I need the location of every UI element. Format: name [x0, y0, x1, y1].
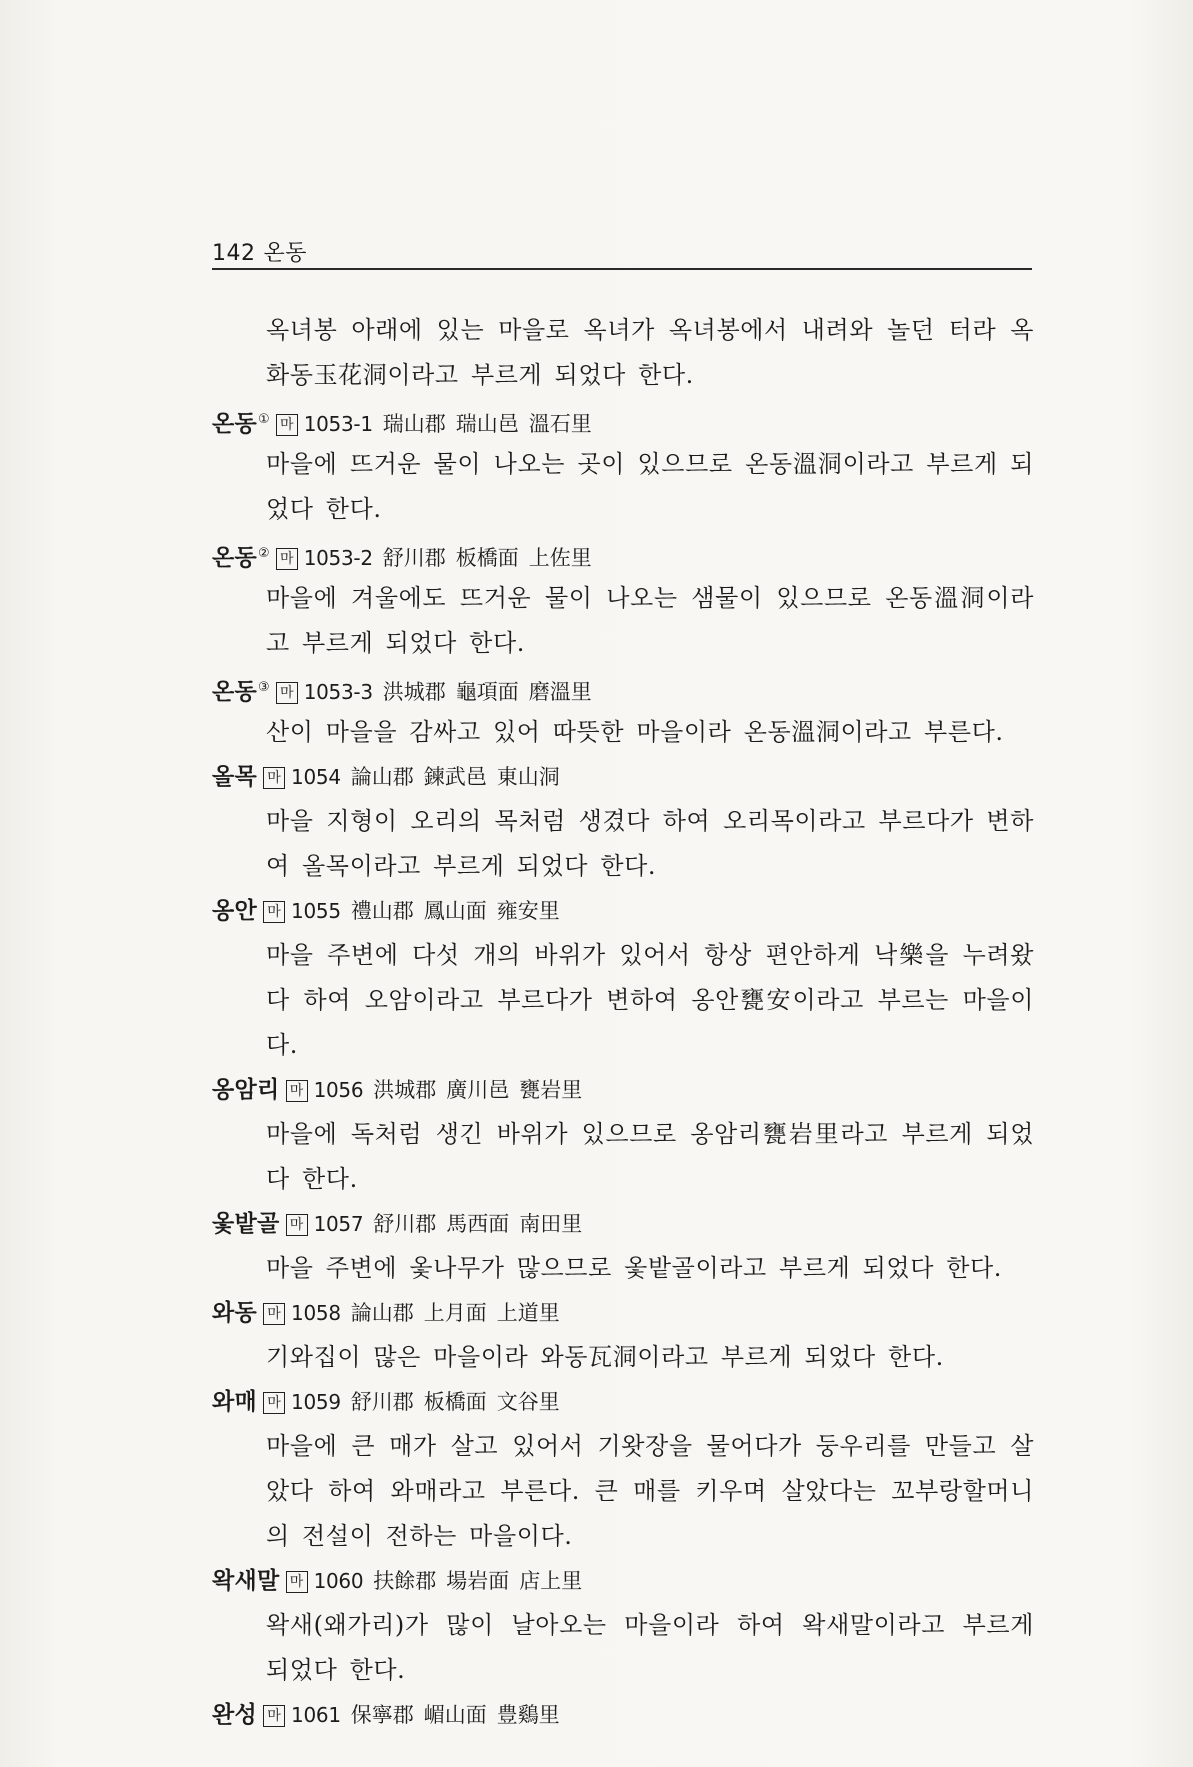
dictionary-entry: [212, 1380, 1034, 1559]
entry-district: 鍊武邑: [423, 765, 487, 789]
entry-district: 板橋面: [423, 1390, 487, 1414]
entry-district: 龜項面: [455, 680, 519, 704]
entry-county: 禮山郡: [350, 899, 414, 923]
entry-district: 馬西面: [446, 1212, 510, 1236]
entry-number: 1055: [291, 899, 341, 923]
entry-headword: 온동: [212, 545, 258, 571]
entry-district: 上月面: [423, 1301, 487, 1325]
entry-county: 扶餘郡: [373, 1569, 437, 1593]
entry-headword: 왁새말: [212, 1568, 280, 1594]
entry-description: 기와집이 많은 마을이라 와동瓦洞이라고 부르게 되었다 한다.: [266, 1343, 944, 1371]
village-badge: 마: [276, 548, 298, 570]
page-number: 142: [212, 241, 256, 266]
entry-header: [212, 1202, 1034, 1246]
village-badge: 마: [263, 1392, 285, 1414]
entry-headword: 온동: [212, 679, 258, 705]
village-badge: 마: [276, 682, 298, 704]
entry-county: 瑞山郡: [382, 412, 446, 436]
entry-county: 保寧郡: [350, 1703, 414, 1727]
entry-village: 雍安里: [496, 899, 560, 923]
entry-headword: 와매: [212, 1389, 258, 1415]
entry-header: [212, 666, 1034, 710]
entry-district: 瑞山邑: [455, 412, 519, 436]
entry-description: 마을 주변에 다섯 개의 바위가 있어서 항상 편안하게 낙樂을 누려왔다 하여 오암이라고 부르다가 변하여 옹안甕安이라고 부르는 마을이다.: [266, 941, 1034, 1059]
entry-description: 마을 주변에 옻나무가 많으므로 옻밭골이라고 부르게 되었다 한다.: [266, 1254, 1002, 1282]
entry-number: 1061: [291, 1703, 341, 1727]
entry-district: 鳳山面: [423, 899, 487, 923]
header-rule: [212, 268, 1032, 270]
entry-county: 論山郡: [350, 1301, 414, 1325]
entry-description: 마을에 뜨거운 물이 나오는 곳이 있으므로 온동溫洞이라고 부르게 되었다 한다.: [266, 450, 1034, 523]
entry-village: 豊鷄里: [496, 1703, 560, 1727]
entry-village: 東山洞: [496, 765, 560, 789]
village-badge: 마: [263, 1705, 285, 1727]
entry-description: 마을에 독처럼 생긴 바위가 있으므로 옹암리甕岩里라고 부르게 되었다 한다.: [266, 1120, 1034, 1193]
entry-village: 溫石里: [528, 412, 592, 436]
entry-district: 場岩面: [446, 1569, 510, 1593]
entry-sense-number: ③: [258, 680, 270, 695]
entry-headword: 옹안: [212, 898, 258, 924]
entry-number: 1053-2: [303, 546, 373, 570]
village-badge: 마: [276, 414, 298, 436]
entry-county: 洪城郡: [382, 680, 446, 704]
dictionary-entry: [212, 398, 1034, 532]
dictionary-entry: [212, 1202, 1034, 1291]
village-badge: 마: [263, 1303, 285, 1325]
entry-description: 마을에 큰 매가 살고 있어서 기왓장을 물어다가 둥우리를 만들고 살았다 하여 와매라고 부른다. 큰 매를 키우며 살았다는 꼬부랑할머니의 전설이 전하는 마을이다.: [266, 1432, 1034, 1550]
entry-header: [212, 532, 1034, 576]
entry-description: 마을에 겨울에도 뜨거운 물이 나오는 샘물이 있으므로 온동溫洞이라고 부르게 되었다 한다.: [266, 584, 1034, 657]
entry-headword: 올목: [212, 764, 258, 790]
entry-village: 南田里: [519, 1212, 583, 1236]
entry-village: 上道里: [496, 1301, 560, 1325]
village-badge: 마: [286, 1080, 308, 1102]
entry-county: 洪城郡: [373, 1078, 437, 1102]
village-badge: 마: [263, 767, 285, 789]
entry-number: 1054: [291, 765, 341, 789]
dictionary-entry: [212, 532, 1034, 666]
village-badge: 마: [286, 1214, 308, 1236]
entry-sense-number: ①: [258, 412, 270, 427]
entry-number: 1059: [291, 1390, 341, 1414]
entry-village: 甕岩里: [519, 1078, 583, 1102]
entry-description: 왁새(왜가리)가 많이 날아오는 마을이라 하여 왁새말이라고 부르게 되었다 한다.: [266, 1611, 1034, 1684]
dictionary-content: [212, 308, 1034, 1737]
dictionary-entry: [212, 1291, 1034, 1380]
entry-village: 上佐里: [528, 546, 592, 570]
entry-header: [212, 755, 1034, 799]
dictionary-entry: [212, 755, 1034, 889]
entry-number: 1056: [313, 1078, 364, 1102]
entry-header: [212, 1693, 1034, 1737]
dictionary-entry: [212, 666, 1034, 755]
running-head: [212, 236, 307, 267]
entry-county: 舒川郡: [373, 1212, 437, 1236]
entry-village: 磨溫里: [528, 680, 592, 704]
entry-district: 嵋山面: [423, 1703, 487, 1727]
entry-headword: 옻밭골: [212, 1211, 280, 1237]
entry-header: [212, 1068, 1034, 1112]
village-badge: 마: [286, 1571, 308, 1593]
dictionary-entry: [212, 889, 1034, 1068]
intro-paragraph: 옥녀봉 아래에 있는 마을로 옥녀가 옥녀봉에서 내려와 놀던 터라 옥화동玉花洞이라고 부르게 되었다 한다.: [266, 316, 1034, 389]
entry-county: 舒川郡: [350, 1390, 414, 1414]
dictionary-entry: [212, 1068, 1034, 1202]
dictionary-entry: [212, 1559, 1034, 1693]
entry-headword: 와동: [212, 1300, 258, 1326]
entry-number: 1053-3: [303, 680, 373, 704]
entry-header: [212, 1291, 1034, 1335]
entry-district: 板橋面: [455, 546, 519, 570]
entry-header: [212, 1380, 1034, 1424]
entry-headword: 완성: [212, 1702, 258, 1728]
entry-number: 1058: [291, 1301, 341, 1325]
entry-description: 마을 지형이 오리의 목처럼 생겼다 하여 오리목이라고 부르다가 변하여 올목이라고 부르게 되었다 한다.: [266, 807, 1034, 880]
entry-headword: 온동: [212, 411, 258, 437]
entry-sense-number: ②: [258, 546, 270, 561]
entry-headword: 옹암리: [212, 1077, 280, 1103]
entry-number: 1053-1: [303, 412, 373, 436]
entry-village: 文谷里: [496, 1390, 560, 1414]
entry-number: 1057: [313, 1212, 364, 1236]
entry-header: [212, 1559, 1034, 1603]
entry-description: 산이 마을을 감싸고 있어 따뜻한 마을이라 온동溫洞이라고 부른다.: [266, 718, 1004, 746]
entry-county: 論山郡: [350, 765, 414, 789]
entry-district: 廣川邑: [446, 1078, 510, 1102]
entry-header: [212, 889, 1034, 933]
dictionary-entry: [212, 1693, 1034, 1737]
village-badge: 마: [263, 901, 285, 923]
entry-county: 舒川郡: [382, 546, 446, 570]
entry-village: 店上里: [519, 1569, 583, 1593]
running-head-title: 온동: [263, 241, 308, 266]
entry-number: 1060: [313, 1569, 364, 1593]
entry-header: [212, 398, 1034, 442]
